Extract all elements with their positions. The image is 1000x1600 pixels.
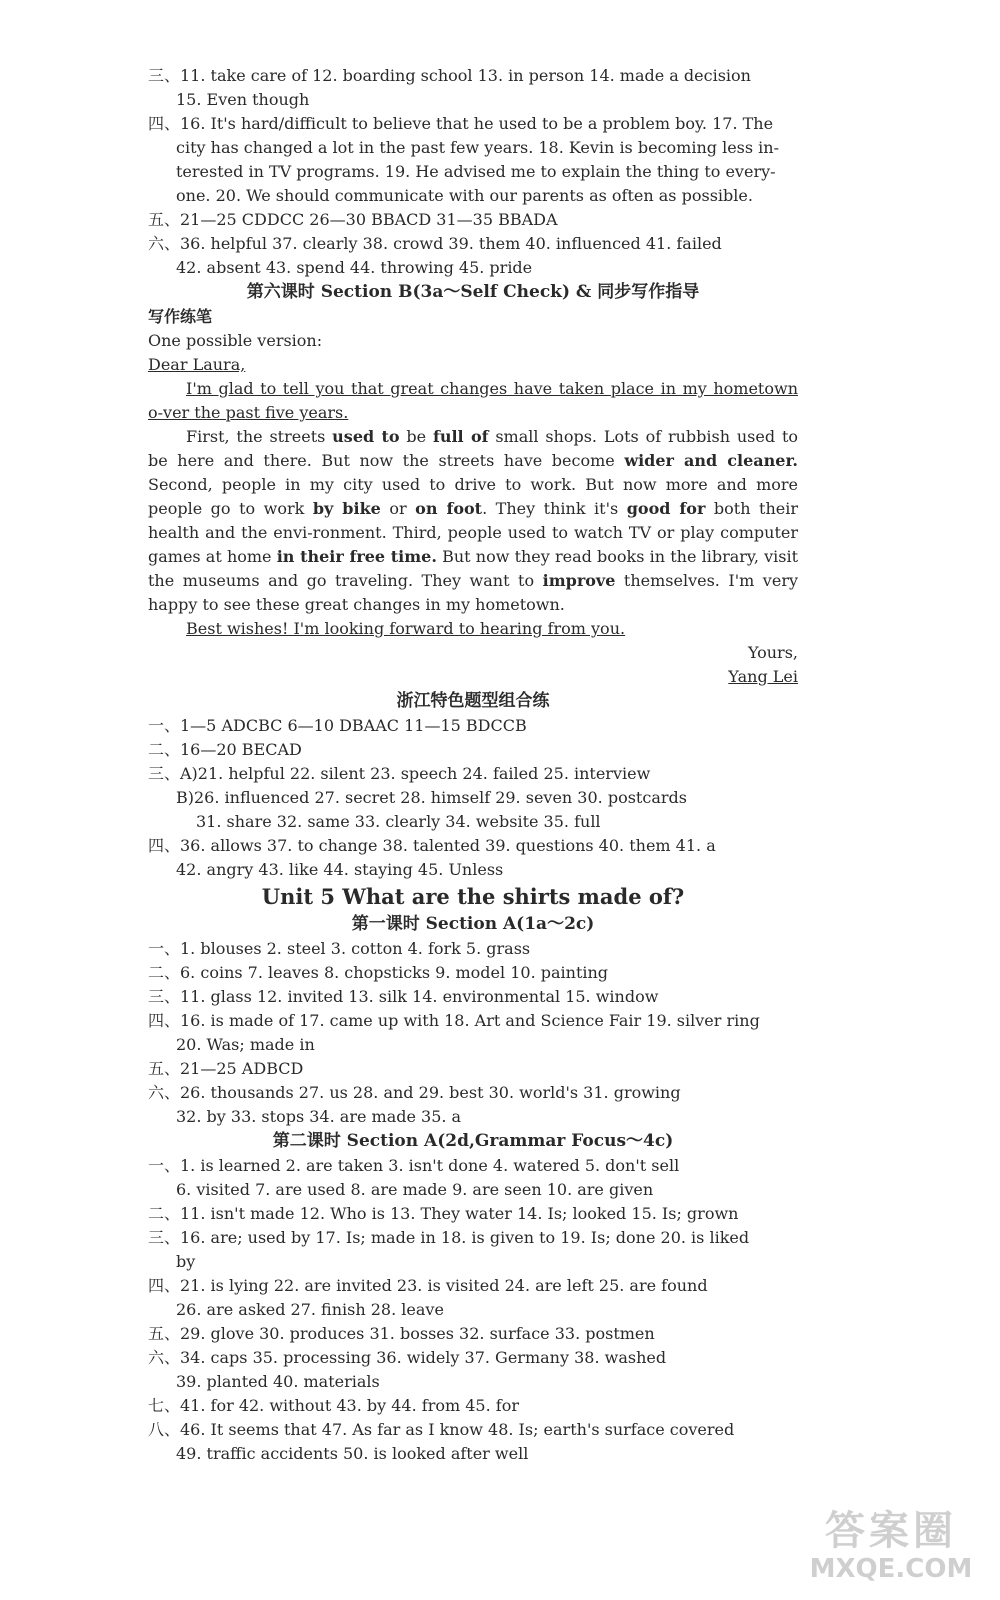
section-heading: 第六课时 Section B(3a～Self Check) & 同步写作指导 <box>246 282 700 302</box>
answer-line: 二、16—20 BECAD <box>148 740 302 759</box>
answer-line: 三、A)21. helpful 22. silent 23. speech 24. failed 25. interview <box>148 764 651 783</box>
answer-line: 一、1—5 ADCBC 6—10 DBAAC 11—15 BDCCB <box>148 716 527 735</box>
answer-line: 五、21—25 ADBCD <box>148 1059 304 1078</box>
answer-line: 五、21—25 CDDCC 26—30 BBACD 31—35 BBADA <box>148 210 558 229</box>
section-heading: 浙江特色题型组合练 <box>396 691 550 711</box>
section-heading: 第一课时 Section A(1a～2c) <box>351 914 595 934</box>
answer-line: terested in TV programs. 19. He advised me to explain the thing to every- <box>176 162 776 181</box>
answer-line: 42. absent 43. spend 44. throwing 45. pride <box>176 258 533 277</box>
answer-line: 39. planted 40. materials <box>176 1372 380 1391</box>
answer-line: 三、11. glass 12. invited 13. silk 14. environmental 15. window <box>148 987 659 1006</box>
answer-line: 四、36. allows 37. to change 38. talented 39. questions 40. them 41. a <box>148 836 716 855</box>
answer-line: 三、16. are; used by 17. Is; made in 18. is given to 19. Is; done 20. is liked <box>148 1228 750 1247</box>
answer-line: 32. by 33. stops 34. are made 35. a <box>176 1107 462 1126</box>
section-heading: 第二课时 Section A(2d,Grammar Focus～4c) <box>272 1131 674 1151</box>
answer-line: 二、6. coins 7. leaves 8. chopsticks 9. model 10. painting <box>148 963 609 982</box>
answer-line: B)26. influenced 27. secret 28. himself 29. seven 30. postcards <box>176 788 687 807</box>
watermark-bottom: MXQE.COM <box>809 1554 973 1584</box>
answer-line: 一、1. is learned 2. are taken 3. isn't done 4. watered 5. don't sell <box>148 1156 680 1175</box>
letter-closing: Best wishes! I'm looking forward to hearing from you. <box>186 619 626 638</box>
writing-label: 写作练笔 <box>148 307 213 326</box>
unit-title: Unit 5 What are the shirts made of? <box>261 884 685 909</box>
answer-line: 七、41. for 42. without 43. by 44. from 45. for <box>148 1396 519 1415</box>
answer-line: one. 20. We should communicate with our parents as often as possible. <box>176 186 753 205</box>
letter-signature: Yang Lei <box>728 667 798 686</box>
answer-line: 20. Was; made in <box>176 1035 315 1054</box>
watermark-logo <box>806 1508 976 1594</box>
watermark-top: 答案圈 <box>825 1508 957 1554</box>
answer-line: city has changed a lot in the past few years. 18. Kevin is becoming less in- <box>176 138 779 157</box>
answer-line: 6. visited 7. are used 8. are made 9. are seen 10. are given <box>176 1180 654 1199</box>
salutation: Dear Laura, <box>148 355 246 374</box>
answer-line: 四、16. is made of 17. came up with 18. Art and Science Fair 19. silver ring <box>148 1011 760 1030</box>
answer-line: 31. share 32. same 33. clearly 34. website 35. full <box>196 812 601 831</box>
version-label: One possible version: <box>148 331 323 350</box>
letter-intro: I'm glad to tell you that great changes have taken place in my hometown o-ver the past five years. <box>148 379 798 422</box>
answer-line: by <box>176 1252 196 1271</box>
answer-line: 15. Even though <box>176 90 310 109</box>
answer-line: 42. angry 43. like 44. staying 45. Unless <box>176 860 504 879</box>
answer-line: 六、36. helpful 37. clearly 38. crowd 39. them 40. influenced 41. failed <box>148 234 722 253</box>
answer-line: 三、11. take care of 12. boarding school 13. in person 14. made a decision <box>148 66 751 85</box>
answer-line: 四、21. is lying 22. are invited 23. is visited 24. are left 25. are found <box>148 1276 708 1295</box>
answer-line: 一、1. blouses 2. steel 3. cotton 4. fork 5. grass <box>148 939 531 958</box>
answer-line: 八、46. It seems that 47. As far as I know 48. Is; earth's surface covered <box>148 1420 735 1439</box>
answer-page <box>148 64 798 1466</box>
answer-line: 49. traffic accidents 50. is looked after well <box>176 1444 529 1463</box>
answer-line: 26. are asked 27. finish 28. leave <box>176 1300 444 1319</box>
answer-line: 五、29. glove 30. produces 31. bosses 32. surface 33. postmen <box>148 1324 655 1343</box>
letter-body: First, the streets used to be full of small shops. Lots of rubbish used to be here and there. But now the streets have become wider and cleaner. Second, people in my city used to drive to work. But now more and more people go to work by bike or on foot. They think it's good for both their health and the envi-ronment. Third, people used to watch TV or play computer games at home in their free time. But now they read books in the library, visit the museums and go traveling. They want to improve themselves. I'm very happy to see these great changes in my hometown. <box>148 427 799 614</box>
answer-line: 二、11. isn't made 12. Who is 13. They water 14. Is; looked 15. Is; grown <box>148 1204 739 1223</box>
letter-yours: Yours, <box>747 643 798 662</box>
answer-line: 六、26. thousands 27. us 28. and 29. best 30. world's 31. growing <box>148 1083 681 1102</box>
answer-line: 六、34. caps 35. processing 36. widely 37. Germany 38. washed <box>148 1348 667 1367</box>
answer-line: 四、16. It's hard/difficult to believe that he used to be a problem boy. 17. The <box>148 114 774 133</box>
